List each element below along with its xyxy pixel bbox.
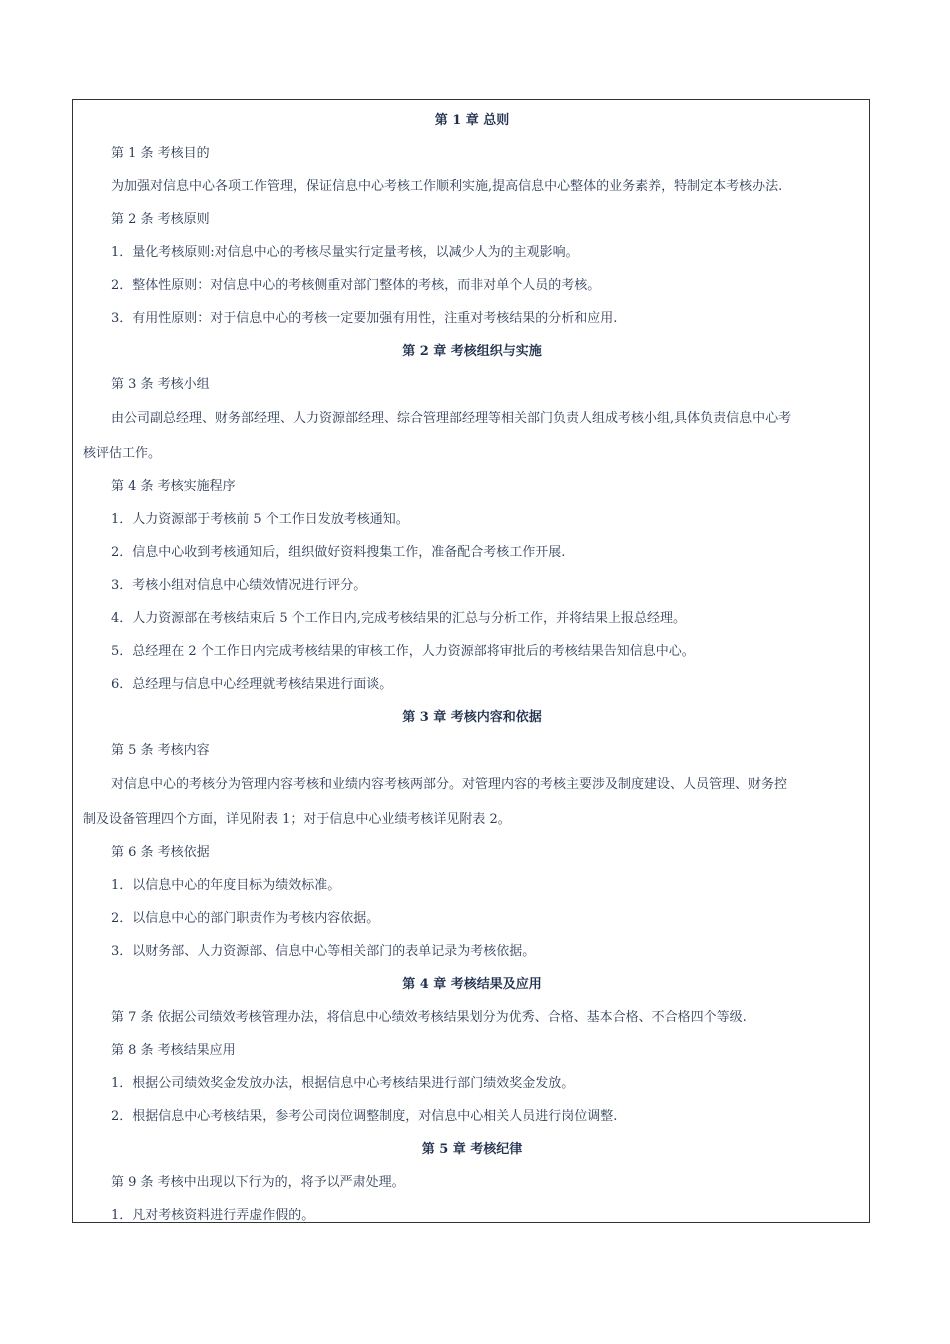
article-heading: 第 1 条 考核目的 <box>111 146 210 161</box>
article-heading: 第 4 条 考核实施程序 <box>111 479 236 494</box>
list-item: 4．人力资源部在考核结束后 5 个工作日内,完成考核结果的汇总与分析工作，并将结果上报总经理。 <box>111 611 686 626</box>
paragraph-continuation: 制及设备管理四个方面，详见附表 1；对于信息中心业绩考核详见附表 2。 <box>83 812 511 827</box>
paragraph: 由公司副总经理、财务部经理、人力资源部经理、综合管理部经理等相关部门负责人组成考核小组,具体负责信息中心考 <box>111 411 792 426</box>
chapter-heading: 第 4 章 考核结果及应用 <box>402 977 542 992</box>
paragraph-continuation: 核评估工作。 <box>83 446 162 461</box>
list-item: 3．以财务部、人力资源部、信息中心等相关部门的表单记录为考核依据。 <box>111 944 536 959</box>
list-item: 3．有用性原则：对于信息中心的考核一定要加强有用性，注重对考核结果的分析和应用. <box>111 311 618 326</box>
list-item: 2．信息中心收到考核通知后，组织做好资料搜集工作，准备配合考核工作开展. <box>111 545 566 560</box>
list-item: 2．以信息中心的部门职责作为考核内容依据。 <box>111 911 380 926</box>
document-frame <box>72 99 870 1223</box>
list-item: 1．根据公司绩效奖金发放办法，根据信息中心考核结果进行部门绩效奖金发放。 <box>111 1076 575 1091</box>
article-heading: 第 8 条 考核结果应用 <box>111 1043 236 1058</box>
list-item: 1．人力资源部于考核前 5 个工作日发放考核通知。 <box>111 512 409 527</box>
article-heading: 第 7 条 依据公司绩效考核管理办法，将信息中心绩效考核结果划分为优秀、合格、基本合格、不合格四个等级. <box>111 1010 747 1025</box>
paragraph: 对信息中心的考核分为管理内容考核和业绩内容考核两部分。对管理内容的考核主要涉及制度建设、人员管理、财务控 <box>111 777 788 792</box>
article-heading: 第 9 条 考核中出现以下行为的，将予以严肃处理。 <box>111 1175 405 1190</box>
list-item: 2．根据信息中心考核结果，参考公司岗位调整制度，对信息中心相关人员进行岗位调整. <box>111 1109 618 1124</box>
chapter-heading: 第 3 章 考核内容和依据 <box>402 710 542 725</box>
list-item: 2．整体性原则：对信息中心的考核侧重对部门整体的考核，而非对单个人员的考核。 <box>111 278 601 293</box>
list-item: 1．量化考核原则:对信息中心的考核尽量实行定量考核，以减少人为的主观影响。 <box>111 245 579 260</box>
list-item: 1．凡对考核资料进行弄虚作假的。 <box>111 1208 315 1223</box>
article-heading: 第 2 条 考核原则 <box>111 212 210 227</box>
list-item: 6．总经理与信息中心经理就考核结果进行面谈。 <box>111 677 393 692</box>
article-heading: 第 3 条 考核小组 <box>111 377 210 392</box>
list-item: 3．考核小组对信息中心绩效情况进行评分。 <box>111 578 367 593</box>
paragraph: 为加强对信息中心各项工作管理，保证信息中心考核工作顺利实施,提高信息中心整体的业务素养，特制定本考核办法. <box>111 179 783 194</box>
chapter-heading: 第 1 章 总则 <box>434 113 510 128</box>
chapter-heading: 第 5 章 考核纪律 <box>421 1142 523 1157</box>
list-item: 5．总经理在 2 个工作日内完成考核结果的审核工作，人力资源部将审批后的考核结果告知信息中心。 <box>111 644 695 659</box>
list-item: 1．以信息中心的年度目标为绩效标准。 <box>111 878 341 893</box>
chapter-heading: 第 2 章 考核组织与实施 <box>402 344 542 359</box>
article-heading: 第 6 条 考核依据 <box>111 845 210 860</box>
article-heading: 第 5 条 考核内容 <box>111 743 210 758</box>
